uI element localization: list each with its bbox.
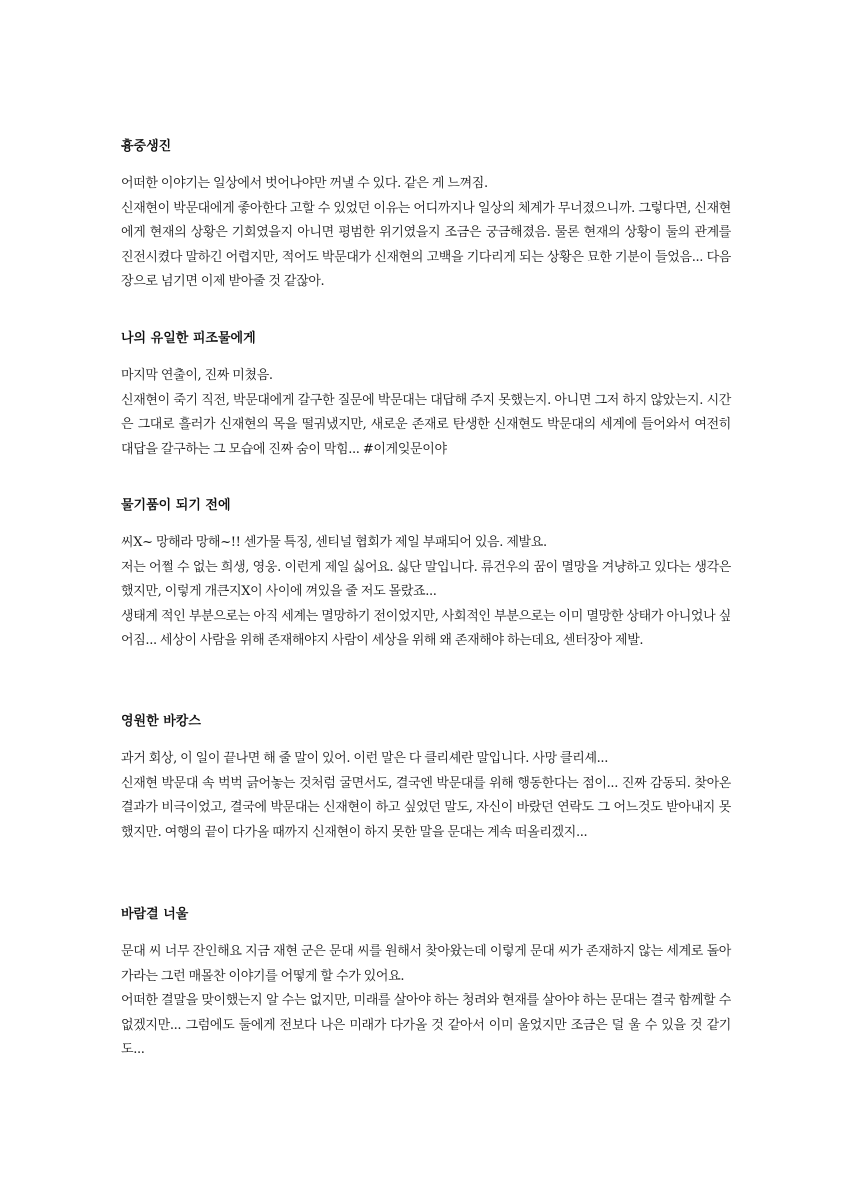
review-section-5 [121,906,731,1063]
section-paragraph: 씨X~ 망해라 망해~!! 센가물 특징, 센티널 협회가 제일 부패되어 있음. 제발요. [121,535,547,550]
section-title: 영원한 바캉스 [121,714,201,729]
section-paragraph: 신재현이 죽기 직전, 박문대에게 갈구한 질문에 박문대는 대답해 주지 못했는지. 아니면 그저 하지 않았는지. 시간은 그대로 흘러가 신재현의 목을 떨궈냈지만, 새로운 존재로 탄생한 신재현도 박문대의 세계에 들어와서 여전히 대답을 갈구하는 그 모습에 진짜 숨이 막힘... #이게잊문이야 [121,392,731,457]
section-paragraph: 과거 회상, 이 일이 끝나면 해 줄 말이 있어. 이런 말은 다 클리셰란 말입니다. 사망 클리셰... [121,751,609,766]
section-paragraph: 마지막 연출이, 진짜 미쳤음. [121,368,273,383]
section-paragraph: 어떠한 이야기는 일상에서 벗어나야만 꺼낼 수 있다. 같은 게 느껴짐. [121,176,488,191]
section-paragraph: 어떠한 결말을 맞이했는지 알 수는 없지만, 미래를 살아야 하는 청려와 현재를 살아야 하는 문대는 결국 함께할 수 없겠지만... 그럼에도 둘에게 전보다 나은 미래가 다가올 것 같아서 이미 울었지만 조금은 덜 울 수 있을 것 같기도... [121,993,731,1057]
section-title: 물기품이 되기 전에 [121,498,231,513]
section-title: 나의 유일한 피조물에게 [121,331,256,346]
section-paragraph: 저는 어쩔 수 없는 희생, 영웅. 이런게 제일 싫어요. 싫단 말입니다. 류건우의 꿈이 멸망을 겨냥하고 있다는 생각은 했지만, 이렇게 개큰지X이 사이에 껴있을 줄 저도 몰랐죠... [121,559,731,599]
section-paragraph: 신재현 박문대 속 벅벅 긁어놓는 것처럼 굴면서도, 결국엔 박문대를 위해 행동한다는 점이... 진짜 감동되. 찾아온 결과가 비극이었고, 결국에 박문대는 신재현이 하고 싶었던 말도, 자신이 바랐던 연락도 그 어느것도 받아내지 못했지만. 여행의 끝이 다가올 때까지 신재현이 하지 못한 말을 문대는 계속 떠올리겠지... [121,775,731,840]
review-section-4 [121,713,731,845]
section-paragraph: 생태계 적인 부분으로는 아직 세계는 멸망하기 전이었지만, 사회적인 부분으로는 이미 멸망한 상태가 아니었나 싶어짐... 세상이 사람을 위해 존재해야지 사람이 세상을 위해 왜 존재해야 하는데요, 센터장아 제발. [121,608,731,648]
section-paragraph: 신재현이 박문대에게 좋아한다 고할 수 있었던 이유는 어디까지나 일상의 체계가 무너졌으니까. 그렇다면, 신재현에게 현재의 상황은 기회였을지 아니면 평범한 위기였을지 조금은 궁금해졌음. 물론 현재의 상황이 둘의 관계를 진전시켰다 말하긴 어렵지만, 적어도 박문대가 신재현의 고백을 기다리게 되는 상황은 묘한 기분이 들었음... 다음 장으로 넘기면 이제 받아줄 것 같잖아. [121,200,731,289]
section-title: 바람결 너울 [121,907,189,922]
review-section-1 [121,138,731,295]
review-section-2 [121,330,731,462]
section-paragraph: 문대 씨 너무 잔인해요 지금 재현 군은 문대 씨를 원해서 찾아왔는데 이렇게 문대 씨가 존재하지 않는 세계로 돌아가라는 그런 매몰찬 이야기를 어떻게 할 수가 있어요. [121,944,731,984]
section-title: 흉중생진 [121,139,172,154]
review-section-3 [121,497,731,654]
